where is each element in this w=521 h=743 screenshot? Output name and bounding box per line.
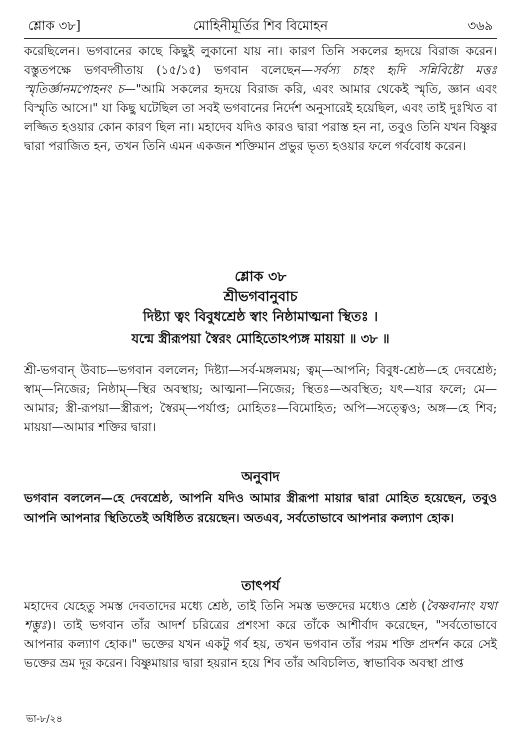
intro-text-2: —"আমি সকলের হৃদয়ে বিরাজ করি, এবং আমার থেকেই স্মৃতি, জ্ঞান এবং বিস্মৃতি আসে।" যা কিছু ঘটেছিল তা সবই ভগবানের নির্দেশ অনুসারেই হয়েছিল, এবং তাই দুঃখিত বা লজ্জিত হওয়ার কোন কারণ ছিল না। মহাদেব যদিও কারও দ্বারা পরাস্ত হন না, তবুও তিনি যখন বিষ্ণুর দ্বারা পরাজিত হন, তখন তিনি এমন একজন শক্তিমান প্রভুর ভৃত্য হওয়ার ফলে গর্ববোধ করেন। <box>24 82 497 153</box>
book-page <box>24 0 497 743</box>
purport-paragraph <box>24 597 497 673</box>
running-header <box>24 17 497 37</box>
translation-text: ভগবান বললেন—হে দেবশ্রেষ্ঠ, আপনি যদিও আমার স্ত্রীরূপা মায়ার দ্বারা মোহিত হয়েছেন, তবুও আপনি আপনার স্থিতিতেই অধিষ্ঠিত রয়েছেন। অতএব, সর্বতোভাবে আপনার কল্যাণ হোক। <box>24 491 497 525</box>
translation-title: অনুবাদ <box>241 469 280 485</box>
intro-text-1: করেছিলেন। ভগবানের কাছে কিছুই লুকানো যায় না। কারণ তিনি সকলের হৃদয়ে বিরাজ করেন। বস্তুতপক্ষে ভগবদ্গীতায় (১৫/১৫) ভগবান বলেছেন— <box>24 44 497 77</box>
purport-text-2: )। তাই ভগবান তাঁর আদর্শ চরিত্রের প্রশংসা করে তাঁকে আশীর্বাদ করেছেন, "সর্বতোভাবে আপনার কল্যাণ হোক।" ভক্তের যখন একটু গর্ব হয়, তখন ভগবান তাঁর পরম শক্তি প্রদর্শন করে সেই ভক্তের ভ্রম দূর করেন। বিষ্ণুমায়ার দ্বারা হয়রান হয়ে শিব তাঁর অবিচলিত, স্বাভাবিক অবস্থা প্রাপ্ত <box>24 618 497 670</box>
synonyms-paragraph: শ্রী-ভগবান্ উবাচ—ভগবান বললেন; দিষ্ট্যা—সর্ব-মঙ্গলময়; ত্বম্—আপনি; বিবুধ-শ্রেষ্ঠ—হে দেবশ্রেষ্ঠ; স্বাম্—নিজের; নিষ্ঠাম্—স্থির অবস্থায়; আত্মনা—নিজের; স্থিতঃ—অবস্থিত; যৎ—যার ফলে; মে—আমার; স্ত্রী-রূপয়া—স্ত্রীরূপ; স্বৈরম্—পর্যাপ্ত; মোহিতঃ—বিমোহিত; অপি—সত্ত্বেও; অঙ্গ—হে শিব; মায়য়া—আমার শক্তির দ্বারা। <box>24 363 497 434</box>
verse-speaker: শ্রীভগবানুবাচ <box>223 289 298 305</box>
gita-quote: সর্বস্য চাহং হৃদি সন্নিবিষ্টো মত্তঃ স্মৃতির্জ্ঞানমপোহনং চ <box>24 63 498 96</box>
page-footer-signature: ভা-৮/২৪ <box>26 714 63 725</box>
purport-text-1: মহাদেব যেহেতু সমস্ত দেবতাদের মধ্যে শ্রেষ্ঠ, তাই তিনি সমস্ত ভক্তদের মধ্যেও শ্রেষ্ঠ ( <box>24 599 427 613</box>
verse-title: শ্লোক ৩৮ <box>234 269 287 285</box>
verse-line-2: যন্মে স্ত্রীরূপয়া স্বৈরং মোহিতোঽপ্যঙ্গ মায়য়া ॥ ৩৮ ॥ <box>131 332 390 347</box>
header-verse-ref: শ্লোক ৩৮] <box>28 19 81 34</box>
page-number: ৩৬৯ <box>467 19 493 34</box>
header-rule <box>24 38 497 39</box>
verse-line-1: দিষ্ট্যা ত্বং বিবুধশ্রেষ্ঠ স্বাং নিষ্ঠামাত্মনা স্থিতঃ । <box>143 309 378 325</box>
purport-quote: বৈষ্ণবানাং যথা শম্ভুঃ <box>24 599 497 632</box>
purport-title: তাৎপর্য <box>241 578 280 594</box>
header-chapter-title: মোহিনীমূর্তির শিব বিমোহন <box>193 19 328 34</box>
intro-paragraph <box>24 42 497 156</box>
